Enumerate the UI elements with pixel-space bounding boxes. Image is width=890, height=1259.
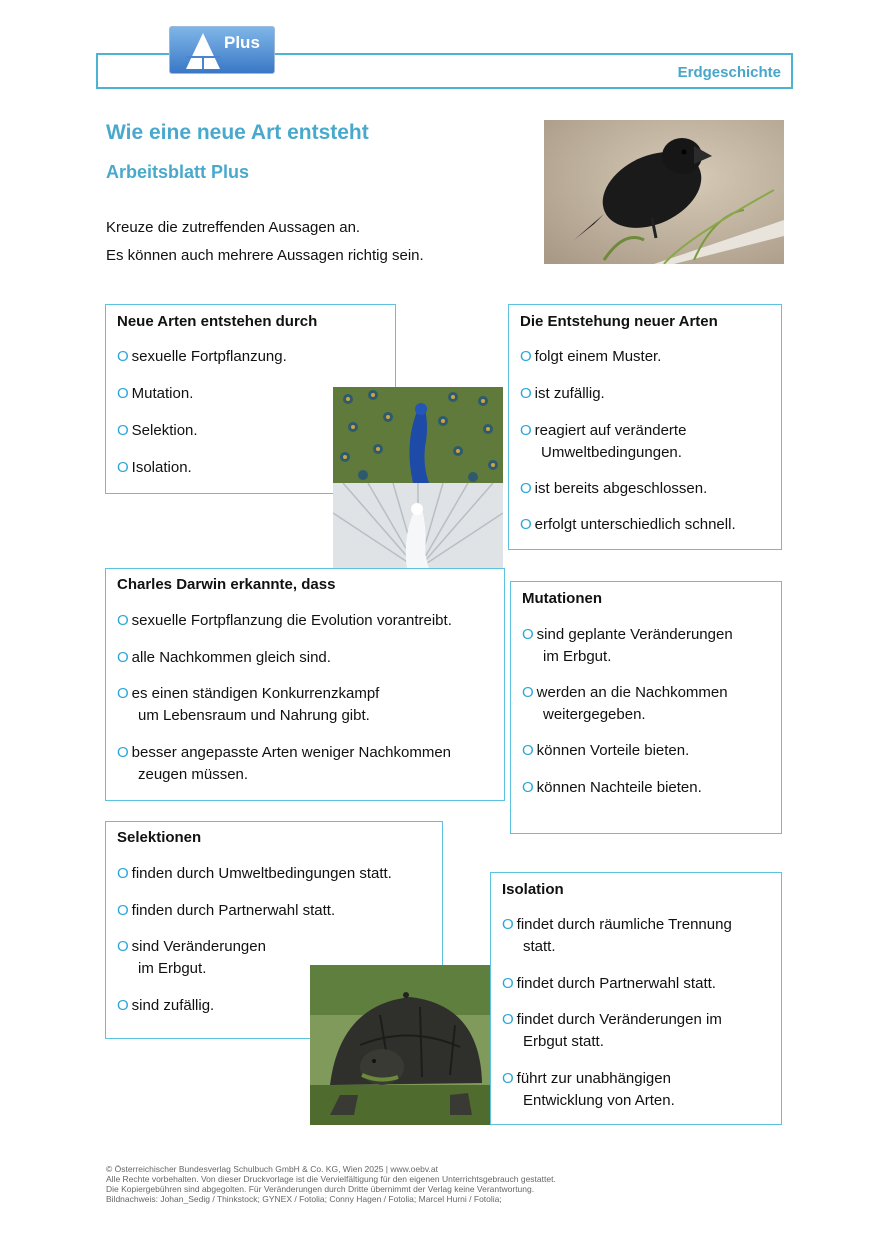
footer-line: © Österreichischer Bundesverlag Schulbuch GmbH & Co. KG, Wien 2025 | www.oebv.at bbox=[106, 1164, 438, 1174]
circle-marker: O bbox=[502, 1070, 514, 1087]
circle-marker: O bbox=[117, 685, 129, 702]
instruction-line: Es können auch mehrere Aussagen richtig sein. bbox=[106, 247, 424, 264]
circle-marker: O bbox=[117, 938, 129, 955]
option-text: werden an die Nachkommen bbox=[536, 684, 728, 701]
option-text: sind geplante Veränderungen bbox=[536, 626, 733, 643]
checkbox-option[interactable] bbox=[117, 863, 392, 885]
option-text: sind zufällig. bbox=[131, 997, 215, 1014]
option-text: reagiert auf veränderte bbox=[534, 422, 687, 439]
checkbox-option[interactable] bbox=[117, 647, 331, 669]
circle-marker: O bbox=[117, 348, 129, 365]
finch-photo bbox=[544, 120, 784, 264]
checkbox-option[interactable] bbox=[117, 936, 266, 980]
circle-marker: O bbox=[502, 916, 514, 933]
footer-line: Die Kopiergebühren sind abgegolten. Für Veränderungen durch Dritte übernimmt der Verlag keine Verantwortung. bbox=[106, 1184, 535, 1194]
option-text-continued: weitergegeben. bbox=[543, 706, 646, 723]
circle-marker: O bbox=[502, 975, 514, 992]
checkbox-option[interactable] bbox=[502, 1068, 675, 1112]
option-text-continued: statt. bbox=[523, 938, 556, 955]
option-text-continued: Entwicklung von Arten. bbox=[523, 1092, 675, 1109]
circle-marker: O bbox=[117, 997, 129, 1014]
subject-label: Erdgeschichte bbox=[677, 64, 781, 81]
option-text: können Nachteile bieten. bbox=[536, 779, 702, 796]
option-text: ist bereits abgeschlossen. bbox=[534, 480, 708, 497]
footer bbox=[106, 1164, 556, 1204]
option-text: findet durch räumliche Trennung bbox=[516, 916, 732, 933]
option-text-continued: Umweltbedingungen. bbox=[541, 444, 682, 461]
checkbox-option[interactable] bbox=[117, 742, 451, 786]
option-text: führt zur unabhängigen bbox=[516, 1070, 671, 1087]
option-text: ist zufällig. bbox=[534, 385, 605, 402]
circle-marker: O bbox=[520, 422, 532, 439]
checkbox-option[interactable] bbox=[522, 777, 702, 799]
box-title: Mutationen bbox=[522, 590, 602, 607]
checkbox-option[interactable] bbox=[117, 610, 452, 632]
circle-marker: O bbox=[520, 348, 532, 365]
checkbox-option[interactable] bbox=[117, 383, 193, 405]
footer-line: Bildnachweis: Johan_Sedig / Thinkstock; GYNEX / Fotolia; Conny Hagen / Fotolia; Marcel Hurni / Fotolia; bbox=[106, 1194, 502, 1204]
option-text-continued: im Erbgut. bbox=[138, 960, 207, 977]
checkbox-option[interactable] bbox=[522, 682, 728, 726]
option-text: besser angepasste Arten weniger Nachkommen bbox=[131, 744, 452, 761]
box-title: Isolation bbox=[502, 881, 564, 898]
checkbox-option[interactable] bbox=[520, 514, 736, 536]
circle-marker: O bbox=[117, 902, 129, 919]
white-peacock-photo bbox=[333, 483, 503, 569]
option-text: können Vorteile bieten. bbox=[536, 742, 690, 759]
box-title: Die Entstehung neuer Arten bbox=[520, 313, 718, 330]
option-text-continued: zeugen müssen. bbox=[138, 766, 249, 783]
checkbox-option[interactable] bbox=[502, 914, 732, 958]
option-text: sexuelle Fortpflanzung die Evolution vorantreibt. bbox=[131, 612, 452, 629]
option-text: findet durch Partnerwahl statt. bbox=[516, 975, 716, 992]
checkbox-option[interactable] bbox=[117, 683, 379, 727]
option-text: Mutation. bbox=[131, 385, 194, 402]
checkbox-option[interactable] bbox=[117, 346, 287, 368]
pyramid-icon bbox=[184, 31, 222, 71]
circle-marker: O bbox=[522, 684, 534, 701]
option-text-continued: Erbgut statt. bbox=[523, 1033, 604, 1050]
option-text: sexuelle Fortpflanzung. bbox=[131, 348, 287, 365]
option-text: folgt einem Muster. bbox=[534, 348, 662, 365]
option-text-continued: im Erbgut. bbox=[543, 648, 612, 665]
checkbox-option[interactable] bbox=[520, 346, 661, 368]
option-text: es einen ständigen Konkurrenzkampf bbox=[131, 685, 380, 702]
instruction-line: Kreuze die zutreffenden Aussagen an. bbox=[106, 219, 361, 236]
checkbox-option[interactable] bbox=[117, 900, 335, 922]
checkbox-option[interactable] bbox=[522, 624, 733, 668]
option-text: finden durch Partnerwahl statt. bbox=[131, 902, 336, 919]
option-text-continued: um Lebensraum und Nahrung gibt. bbox=[138, 707, 370, 724]
box-mutationen bbox=[510, 581, 782, 834]
circle-marker: O bbox=[520, 385, 532, 402]
circle-marker: O bbox=[117, 422, 129, 439]
checkbox-option[interactable] bbox=[522, 740, 689, 762]
circle-marker: O bbox=[117, 744, 129, 761]
peacock-photo bbox=[333, 387, 503, 483]
tortoise-photo bbox=[310, 965, 491, 1125]
circle-marker: O bbox=[117, 612, 129, 629]
checkbox-option[interactable] bbox=[117, 420, 198, 442]
box-isolation bbox=[490, 872, 782, 1125]
circle-marker: O bbox=[117, 459, 129, 476]
circle-marker: O bbox=[117, 649, 129, 666]
box-title: Charles Darwin erkannte, dass bbox=[117, 576, 336, 593]
box-entstehung bbox=[508, 304, 782, 550]
logo-label: Plus bbox=[224, 33, 260, 52]
option-text: erfolgt unterschiedlich schnell. bbox=[534, 516, 736, 533]
page-title: Wie eine neue Art entsteht bbox=[106, 121, 369, 144]
checkbox-option[interactable] bbox=[502, 1009, 722, 1053]
circle-marker: O bbox=[520, 516, 532, 533]
footer-line: Alle Rechte vorbehalten. Von dieser Druckvorlage ist die Vervielfältigung für den eigenen Unterrichtsgebrauch gestattet. bbox=[106, 1174, 556, 1184]
option-text: findet durch Veränderungen im bbox=[516, 1011, 722, 1028]
plus-logo bbox=[169, 26, 275, 74]
checkbox-option[interactable] bbox=[520, 383, 605, 405]
option-text: sind Veränderungen bbox=[131, 938, 266, 955]
circle-marker: O bbox=[117, 865, 129, 882]
option-text: alle Nachkommen gleich sind. bbox=[131, 649, 331, 666]
option-text: finden durch Umweltbedingungen statt. bbox=[131, 865, 392, 882]
circle-marker: O bbox=[522, 779, 534, 796]
checkbox-option[interactable] bbox=[117, 457, 192, 479]
option-text: Isolation. bbox=[131, 459, 192, 476]
checkbox-option[interactable] bbox=[117, 995, 214, 1017]
page-subtitle: Arbeitsblatt Plus bbox=[106, 162, 250, 182]
option-text: Selektion. bbox=[131, 422, 198, 439]
circle-marker: O bbox=[502, 1011, 514, 1028]
circle-marker: O bbox=[117, 385, 129, 402]
box-title: Selektionen bbox=[117, 829, 202, 846]
box-title: Neue Arten entstehen durch bbox=[117, 313, 318, 330]
checkbox-option[interactable] bbox=[520, 420, 686, 464]
checkbox-option[interactable] bbox=[520, 478, 707, 500]
checkbox-option[interactable] bbox=[502, 973, 716, 995]
circle-marker: O bbox=[522, 626, 534, 643]
box-darwin bbox=[105, 568, 505, 801]
circle-marker: O bbox=[522, 742, 534, 759]
circle-marker: O bbox=[520, 480, 532, 497]
